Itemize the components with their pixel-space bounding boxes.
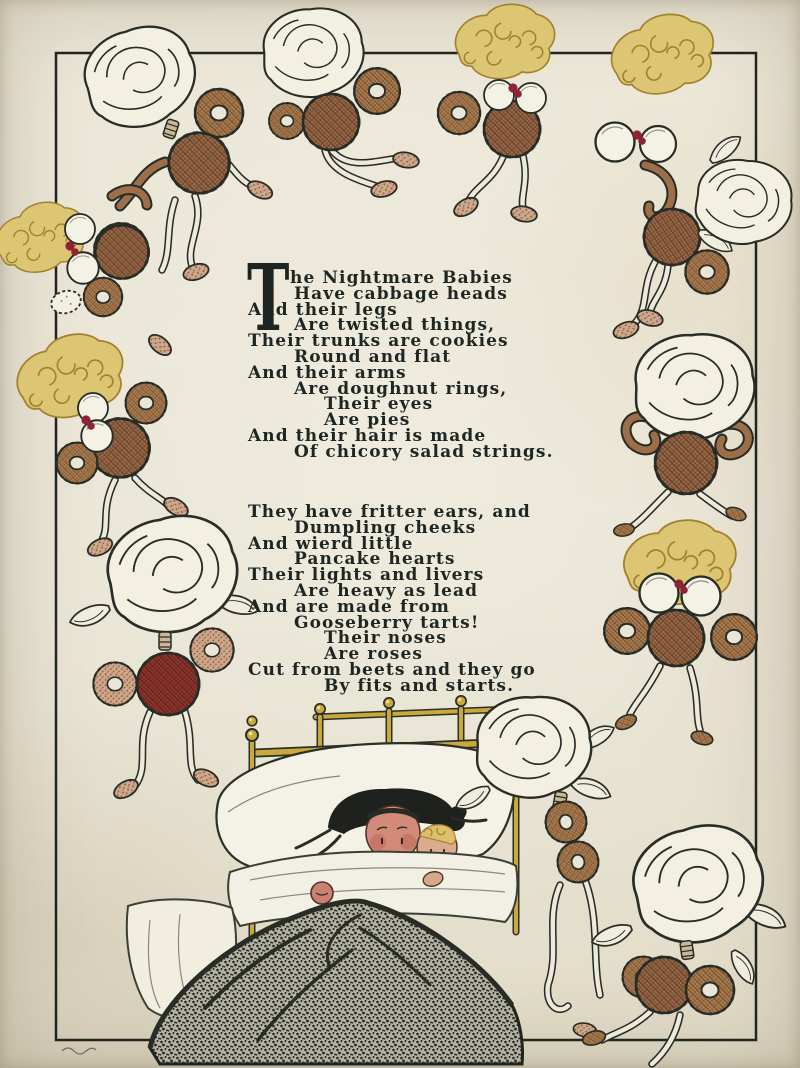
poem-line: Of chicory salad strings. [294, 441, 554, 462]
chicory-baby-top-right [438, 0, 557, 223]
poem-line: Their noses [324, 628, 447, 649]
poem-stanza-1 [248, 268, 554, 462]
poem-line: Round and flat [294, 346, 452, 367]
poem-line: Their trunks are cookies [248, 331, 509, 352]
poem-line: Are doughnut rings, [294, 378, 508, 399]
poem-line: And their hair is made [248, 425, 487, 446]
chicory-baby-right-lower [604, 517, 757, 747]
poem-line: Have cabbage heads [294, 283, 508, 304]
poem-drop-cap: T [247, 244, 290, 352]
poem-stanza-2 [248, 502, 536, 696]
poem-line: They have fritter ears, and [248, 502, 531, 522]
rose-top-right [687, 131, 800, 257]
poem-line: he Nightmare Babies [290, 268, 513, 288]
poem-line: Are heavy as lead [294, 580, 479, 601]
cabbage-baby-right-middle [613, 327, 760, 537]
poem-line: Are pies [324, 410, 411, 431]
cabbage-baby-top-center [259, 4, 420, 200]
poem-line: Dumpling cheeks [294, 517, 477, 538]
brass-bed-with-sleeping-children [127, 696, 523, 1064]
poem-line: By fits and starts. [324, 675, 515, 696]
poem-line: Are twisted things, [294, 315, 496, 336]
poem-line: And are made from [248, 596, 450, 617]
poem-line: Pancake hearts [294, 549, 456, 570]
poem-line: Their eyes [324, 394, 434, 415]
poem-line: And their legs [248, 299, 398, 320]
poem-line: And their arms [248, 362, 407, 383]
pencil-scribble [62, 1048, 96, 1054]
left-edge-chicory-baby [0, 190, 149, 317]
poem-line: Are roses [324, 644, 424, 665]
poem-line: Gooseberry tarts! [294, 612, 480, 633]
poem-line: Cut from beets and they go [248, 659, 536, 680]
poem-line: Their lights and livers [248, 565, 485, 586]
rose-baby-bottom-right [581, 820, 790, 1064]
poem-line: And wierd little [248, 533, 414, 554]
